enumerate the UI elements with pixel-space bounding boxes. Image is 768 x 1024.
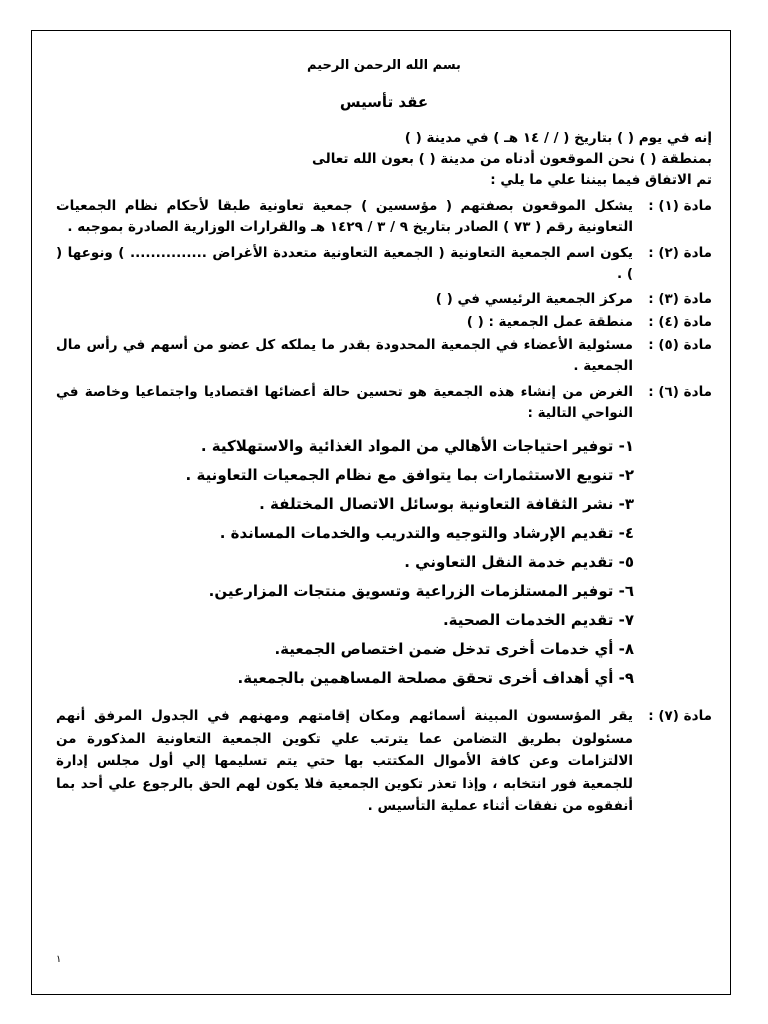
contract-document (56, 56, 712, 818)
document-title: عقد تأسيس (339, 93, 429, 111)
list-item: ٥- تقديم خدمة النقل التعاوني . (404, 553, 634, 571)
intro-line: تم الاتفاق فيما بيننا علي ما يلي : (490, 172, 712, 188)
purposes-list (56, 432, 634, 693)
article-label: مادة (٧) : (648, 708, 712, 724)
list-item: ٣- نشر الثقافة التعاونية بوسائل الاتصال المختلفة . (259, 495, 634, 513)
list-item: ٢- تنويع الاستثمارات بما يتوافق مع نظام الجمعيات التعاونية . (185, 466, 634, 484)
article-label: مادة (٥) : (648, 337, 712, 353)
article-label: مادة (١) : (648, 198, 712, 214)
article-5 (56, 335, 712, 377)
intro-paragraph (56, 128, 712, 191)
article-7 (56, 705, 712, 818)
article-label: مادة (٣) : (648, 291, 712, 307)
article-text: مسئولية الأعضاء في الجمعية المحدودة بقدر ما يملكه كل عضو من أسهم في رأس مال الجمعية . (56, 337, 633, 374)
page-number: ١ (56, 954, 62, 965)
list-item: ١- توفير احتياجات الأهالي من المواد الغذائية والاستهلاكية . (200, 437, 634, 455)
article-6 (56, 382, 712, 424)
article-4 (56, 312, 712, 333)
article-text: منطقة عمل الجمعية : ( ) (466, 314, 633, 330)
article-label: مادة (٤) : (648, 314, 712, 330)
article-text: مركز الجمعية الرئيسي في ( ) (435, 291, 633, 307)
intro-line: بمنطقة ( ) نحن الموقعون أدناه من مدينة ( ) بعون الله تعالى (311, 151, 712, 167)
article-text: يكون اسم الجمعية التعاونية ( الجمعية التعاونية متعددة الأغراض ............... ) ونوعها ( ) . (56, 245, 633, 282)
list-item: ٦- توفير المستلزمات الزراعية وتسويق منتجات المزارعين. (208, 582, 634, 600)
article-text: الغرض من إنشاء هذه الجمعية هو تحسين حالة أعضائها اقتصاديا واجتماعيا وخاصة في النواحي التالية : (56, 384, 633, 421)
list-item: ٤- تقديم الإرشاد والتوجيه والتدريب والخدمات المساندة . (219, 524, 634, 542)
article-label: مادة (٦) : (648, 384, 712, 400)
article-3 (56, 289, 712, 310)
list-item: ٧- تقديم الخدمات الصحية. (442, 611, 634, 629)
article-text: يقر المؤسسون المبينة أسمائهم ومكان إقامتهم ومهنهم في الجدول المرفق أنهم مسئولون بطريق التضامن عما يترتب علي تكوين الجمعية التعاونية المذكورة من الالتزامات وعن كافة الأموال المكتتب بها حتي يتم تسليمها إلي أول مجلس إدارة للجمعية فور انتخابه ، وإذا تعذر تكوين الجمعية فلا يكون لهم الحق بالرجوع علي أحد بما أنفقوه من نفقات أثناء عملية التأسيس . (56, 708, 633, 814)
intro-line: إنه في يوم ( ) بتاريخ ( / / ١٤ هـ ) في مدينة ( ) (404, 130, 712, 146)
article-2 (56, 243, 712, 285)
basmala: بسم الله الرحمن الرحيم (307, 58, 461, 73)
article-label: مادة (٢) : (648, 245, 712, 261)
article-text: يشكل الموقعون بصفتهم ( مؤسسين ) جمعية تعاونية طبقا لأحكام نظام الجمعيات التعاونية رقم ( ٧٣ ) الصادر بتاريخ ٩ / ٣ / ١٤٢٩ هـ والقرارات الوزارية الصادرة بموجبه . (56, 198, 633, 235)
article-1 (56, 196, 712, 238)
list-item: ٩- أي أهداف أخرى تحقق مصلحة المساهمين بالجمعية. (237, 669, 634, 687)
list-item: ٨- أي خدمات أخرى تدخل ضمن اختصاص الجمعية. (274, 640, 634, 658)
